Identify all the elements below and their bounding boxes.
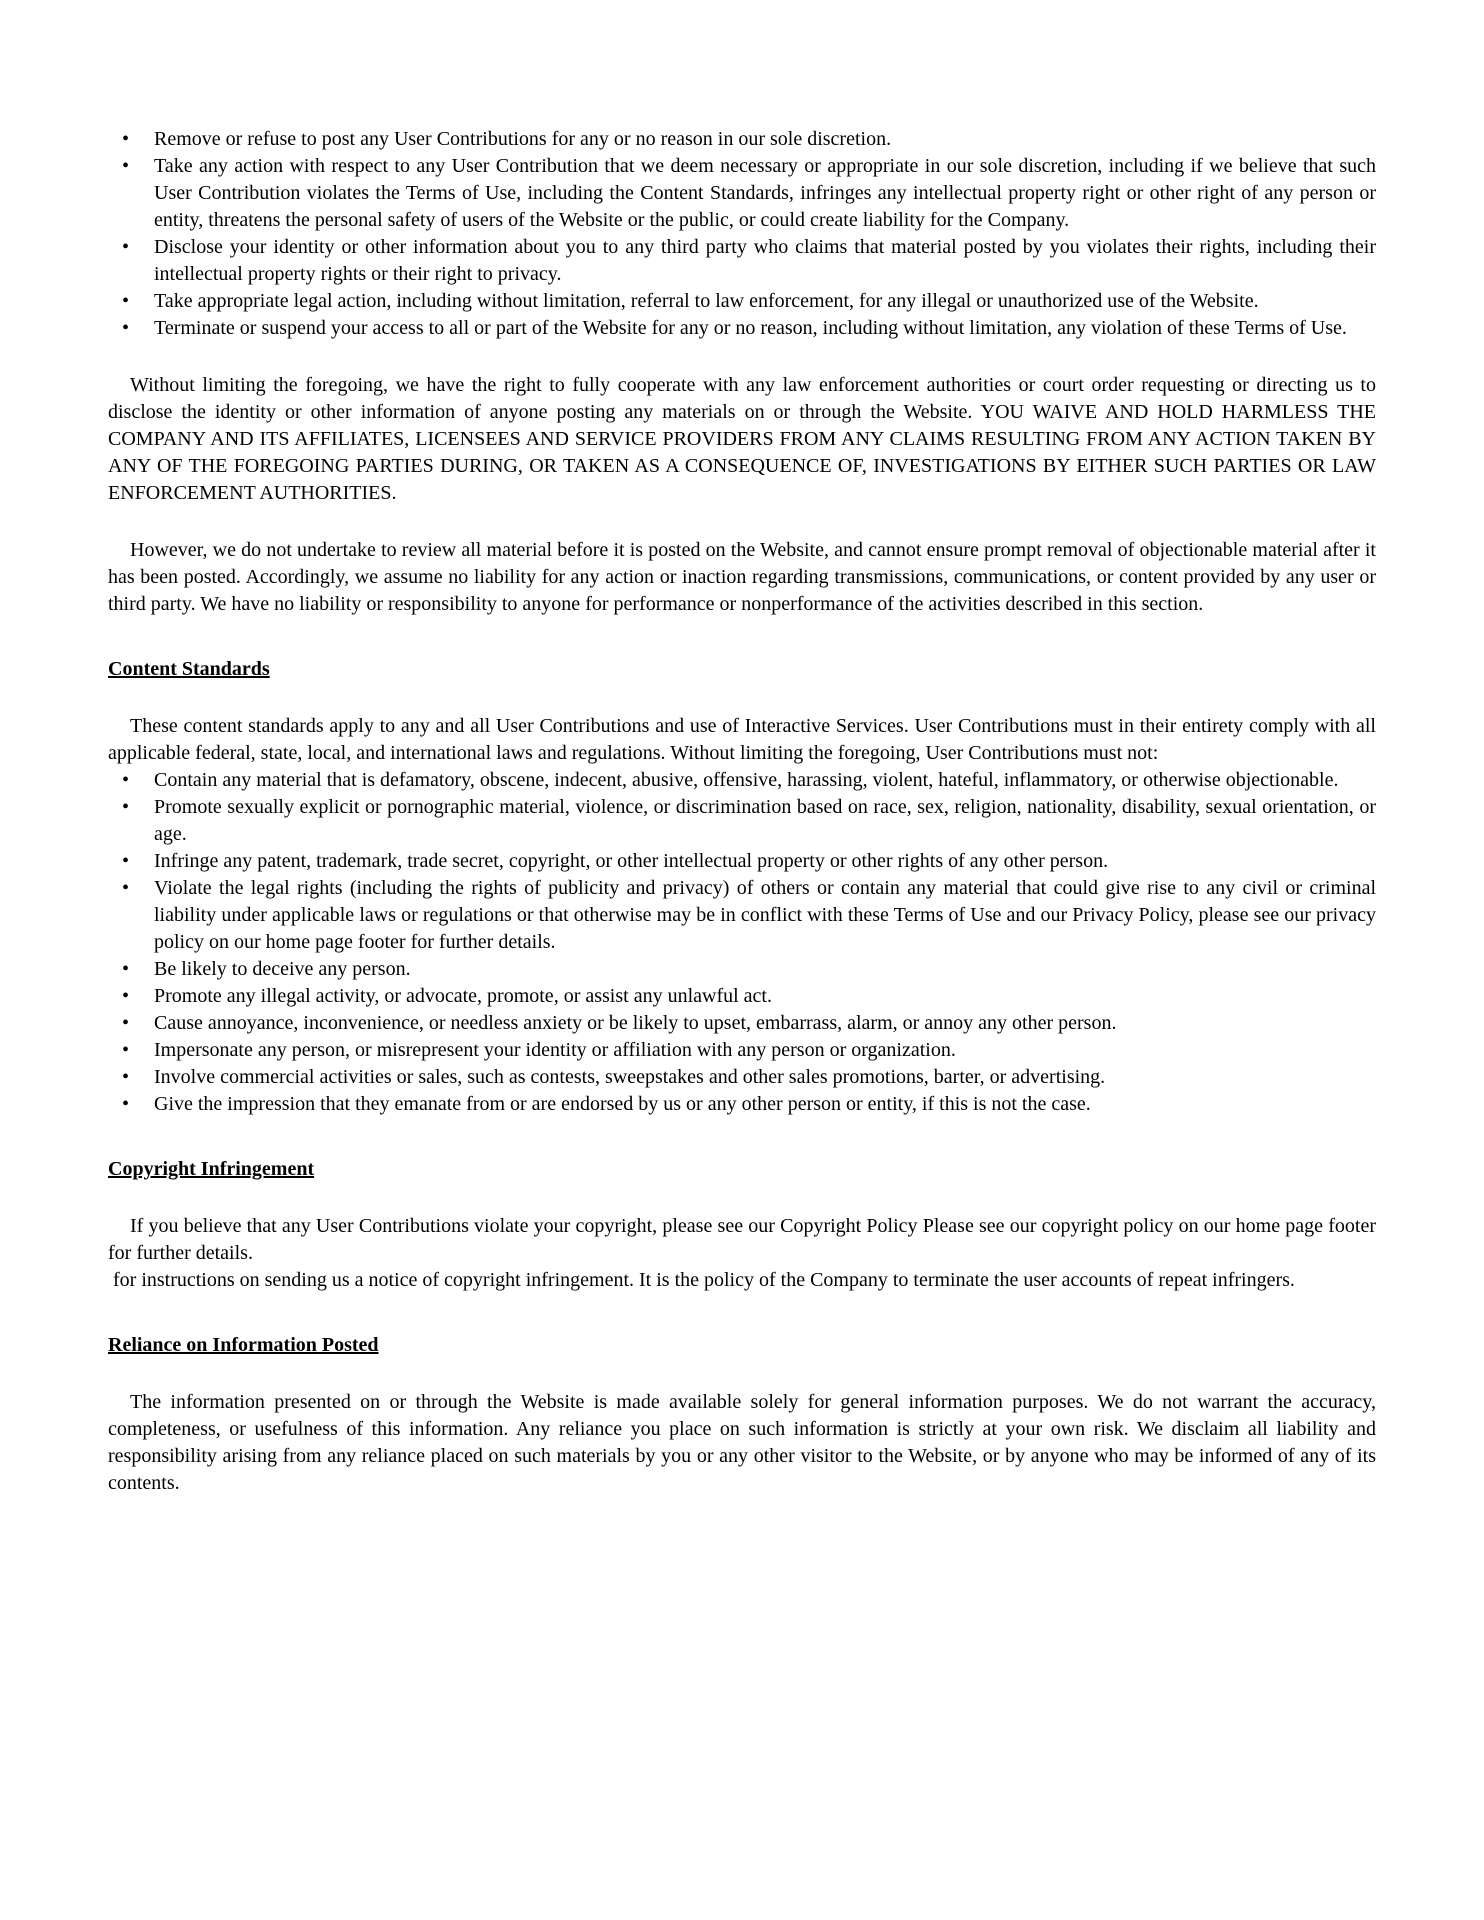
bullet-item: • Involve commercial activities or sales, such as contests, sweepstakes and other sales promotions, barter, or advertising. [108, 1064, 1376, 1091]
bullet-item: • Take any action with respect to any User Contribution that we deem necessary or appropriate in our sole discretion, including if we believe that such User Contribution violates the Terms of Use, including the Content Standards, infringes any intellectual property right or other right of any person or entity, threatens the personal safety of users of the Website or the public, or could create liability for the Company. [108, 153, 1376, 234]
paragraph-reliance: The information presented on or through the Website is made available solely for general information purposes. We do not warrant the accuracy, completeness, or usefulness of this information. Any reliance you place on such information is strictly at your own risk. We disclaim all liability and responsibility arising from any reliance placed on such materials by you or any other visitor to the Website, or by anyone who may be informed of any of its contents. [108, 1391, 1376, 1494]
bullet-item: • Take appropriate legal action, including without limitation, referral to law enforcement, for any illegal or unauthorized use of the Website. [108, 288, 1376, 315]
bullet-item: • Terminate or suspend your access to all or part of the Website for any or no reason, including without limitation, any violation of these Terms of Use. [108, 315, 1376, 342]
heading-content-standards: Content Standards [108, 658, 270, 680]
bullet-item: • Disclose your identity or other information about you to any third party who claims that material posted by you violates their rights, including their intellectual property rights or their right to privacy. [108, 234, 1376, 288]
paragraph-without-limiting: Without limiting the foregoing, we have the right to fully cooperate with any law enforcement authorities or court order requesting or directing us to disclose the identity or other information of anyone posting any materials on or through the Website. YOU WAIVE AND HOLD HARMLESS THE COMPANY AND ITS AFFILIATES, LICENSEES AND SERVICE PROVIDERS FROM ANY CLAIMS RESULTING FROM ANY ACTION TAKEN BY ANY OF THE FOREGOING PARTIES DURING, OR TAKEN AS A CONSEQUENCE OF, INVESTIGATIONS BY EITHER SUCH PARTIES OR LAW ENFORCEMENT AUTHORITIES. [108, 374, 1376, 504]
rights-bullet-list [108, 126, 1376, 342]
heading-reliance-on-information-posted: Reliance on Information Posted [108, 1334, 379, 1356]
bullet-item: • Promote any illegal activity, or advocate, promote, or assist any unlawful act. [108, 983, 1376, 1010]
bullet-item: • Remove or refuse to post any User Contributions for any or no reason in our sole discretion. [108, 126, 1376, 153]
bullet-item: • Be likely to deceive any person. [108, 956, 1376, 983]
paragraph-content-standards-intro: These content standards apply to any and all User Contributions and use of Interactive Services. User Contributions must in their entirety comply with all applicable federal, state, local, and international laws and regulations. Without limiting the foregoing, User Contributions must not: [108, 715, 1376, 764]
bullet-item: • Contain any material that is defamatory, obscene, indecent, abusive, offensive, harassing, violent, hateful, inflammatory, or otherwise objectionable. [108, 767, 1376, 794]
heading-copyright-infringement: Copyright Infringement [108, 1158, 315, 1180]
bullet-item: • Give the impression that they emanate from or are endorsed by us or any other person or entity, if this is not the case. [108, 1091, 1376, 1118]
bullet-item: • Impersonate any person, or misrepresent your identity or affiliation with any person or organization. [108, 1037, 1376, 1064]
bullet-item: • Promote sexually explicit or pornographic material, violence, or discrimination based on race, sex, religion, nationality, disability, sexual orientation, or age. [108, 794, 1376, 848]
bullet-item: • Violate the legal rights (including the rights of publicity and privacy) of others or contain any material that could give rise to any civil or criminal liability under applicable laws or regulations or that otherwise may be in conflict with these Terms of Use and our Privacy Policy, please see our privacy policy on our home page footer for further details. [108, 875, 1376, 956]
paragraph-however: However, we do not undertake to review all material before it is posted on the Website, and cannot ensure prompt removal of objectionable material after it has been posted. Accordingly, we assume no liability for any action or inaction regarding transmissions, communications, or content provided by any user or third party. We have no liability or responsibility to anyone for performance or nonperformance of the activities described in this section. [108, 539, 1376, 615]
content-standards-bullet-list [108, 767, 1376, 1118]
bullet-item: • Cause annoyance, inconvenience, or needless anxiety or be likely to upset, embarrass, alarm, or annoy any other person. [108, 1010, 1376, 1037]
paragraph-copyright-part-1: If you believe that any User Contributions violate your copyright, please see our Copyright Policy Please see our copyright policy on our home page footer for further details. [108, 1215, 1376, 1264]
paragraph-copyright-part-2: for instructions on sending us a notice of copyright infringement. It is the policy of the Company to terminate the user accounts of repeat infringers. [113, 1269, 1295, 1291]
bullet-item: • Infringe any patent, trademark, trade secret, copyright, or other intellectual property or other rights of any other person. [108, 848, 1376, 875]
